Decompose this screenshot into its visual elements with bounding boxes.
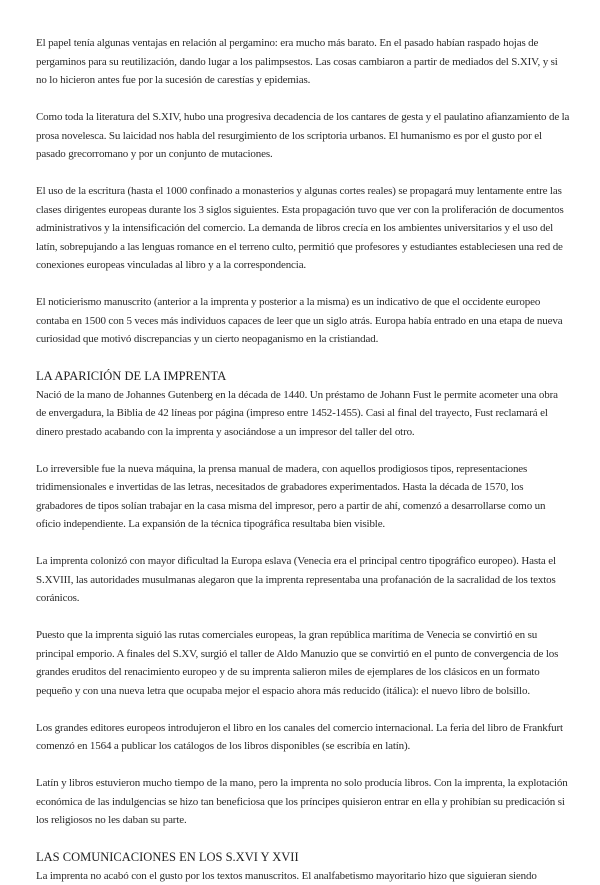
section-heading-comunicaciones: LAS COMUNICACIONES EN LOS S.XVI Y XVII (36, 848, 570, 867)
paragraph-literatura: Como toda la literatura del S.XIV, hubo una progresiva decadencia de los cantares de gesta y el paulatino afianzamiento de la prosa novelesca. Su laicidad nos habla del resurgimiento de los scriptoria urbanos. El humanismo es por el gusto por el pasado grecorromano y por un conjunto de mutaciones. (36, 108, 570, 164)
paragraph-europa-eslava: La imprenta colonizó con mayor dificultad la Europa eslava (Venecia era el principal centro tipográfico europeo). Hasta el S.XVIII, las autoridades musulmanas alegaron que la imprenta representaba una profanación de la sacralidad de los textos coránicos. (36, 552, 570, 608)
paragraph-noticierismo: El noticierismo manuscrito (anterior a la imprenta y posterior a la misma) es un indicativo de que el occidente europeo contaba en 1500 con 5 veces más individuos capaces de leer que un siglo atrás. Europa había entrado en una etapa de nueva curiosidad que motivó discrepancias y un cierto neopaganismo en la cristiandad. (36, 293, 570, 349)
paragraph-gutenberg: Nació de la mano de Johannes Gutenberg en la década de 1440. Un préstamo de Johann Fust le permite acometer una obra de envergadura, la Biblia de 42 líneas por página (impreso entre 1452-1455). Casi al final del trayecto, Fust reclamará el dinero prestado acabando con la imprenta y asociándose a un impresor del taller del otro. (36, 386, 570, 442)
paragraph-escritura: El uso de la escritura (hasta el 1000 confinado a monasterios y algunas cortes reales) se propagará muy lentamente entre las clases dirigentes europeas durante los 3 siglos siguientes. Esta propagación tuvo que ver con la proliferación de documentos administrativos y la intensificación del comercio. La demanda de libros crecía en los ambientes universitarios y el uso del latín, sobrepujando a las lenguas romance en el terreno culto, permitió que profesores y estudiantes estableciesen una red de conexiones europeas vinculadas al libro y a la correspondencia. (36, 182, 570, 275)
document-page (36, 34, 570, 885)
paragraph-papel: El papel tenía algunas ventajas en relación al pergamino: era mucho más barato. En el pasado habían raspado hojas de pergaminos para su reutilización, dando lugar a los palimpsestos. Las cosas cambiaron a partir de mediados del S.XIV, y si no lo hicieron antes fue por la sucesión de carestías y epidemias. (36, 34, 570, 90)
section-heading-imprenta: LA APARICIÓN DE LA IMPRENTA (36, 367, 570, 386)
paragraph-indulgencias: Latín y libros estuvieron mucho tiempo de la mano, pero la imprenta no solo producía libros. Con la imprenta, la explotación económica de las indulgencias se hizo tan beneficiosa que los príncipes quisieron entrar en ella y prohibían su predicación si los religiosos no les daban su parte. (36, 774, 570, 830)
paragraph-editores: Los grandes editores europeos introdujeron el libro en los canales del comercio internacional. La feria del libro de Frankfurt comenzó en 1564 a publicar los catálogos de los libros disponibles (se escribía en latín). (36, 719, 570, 756)
paragraph-prensa: Lo irreversible fue la nueva máquina, la prensa manual de madera, con aquellos prodigiosos tipos, representaciones tridimensionales e invertidas de las letras, necesitados de grabadores experimentados. Hasta la década de 1570, los grabadores de tipos solían trabajar en la casa misma del impresor, pero a partir de ahí, comenzó a desarrollarse como un oficio independiente. La expansión de la técnica tipográfica resultaba bien visible. (36, 460, 570, 534)
paragraph-venecia: Puesto que la imprenta siguió las rutas comerciales europeas, la gran república marítima de Venecia se convirtió en su principal emporio. A finales del S.XV, surgió el taller de Aldo Manuzio que se convirtió en el punto de convergencia de los grandes eruditos del renacimiento europeo y de su imprenta salieron miles de ejemplares de los clásicos en un formato pequeño y con una nueva letra que ocupaba mejor el espacio ahora más reducido (itálica): el nuevo libro de bolsillo. (36, 626, 570, 700)
paragraph-manuscritos: La imprenta no acabó con el gusto por los textos manuscritos. El analfabetismo mayoritario hizo que siguieran siendo (36, 867, 570, 885)
